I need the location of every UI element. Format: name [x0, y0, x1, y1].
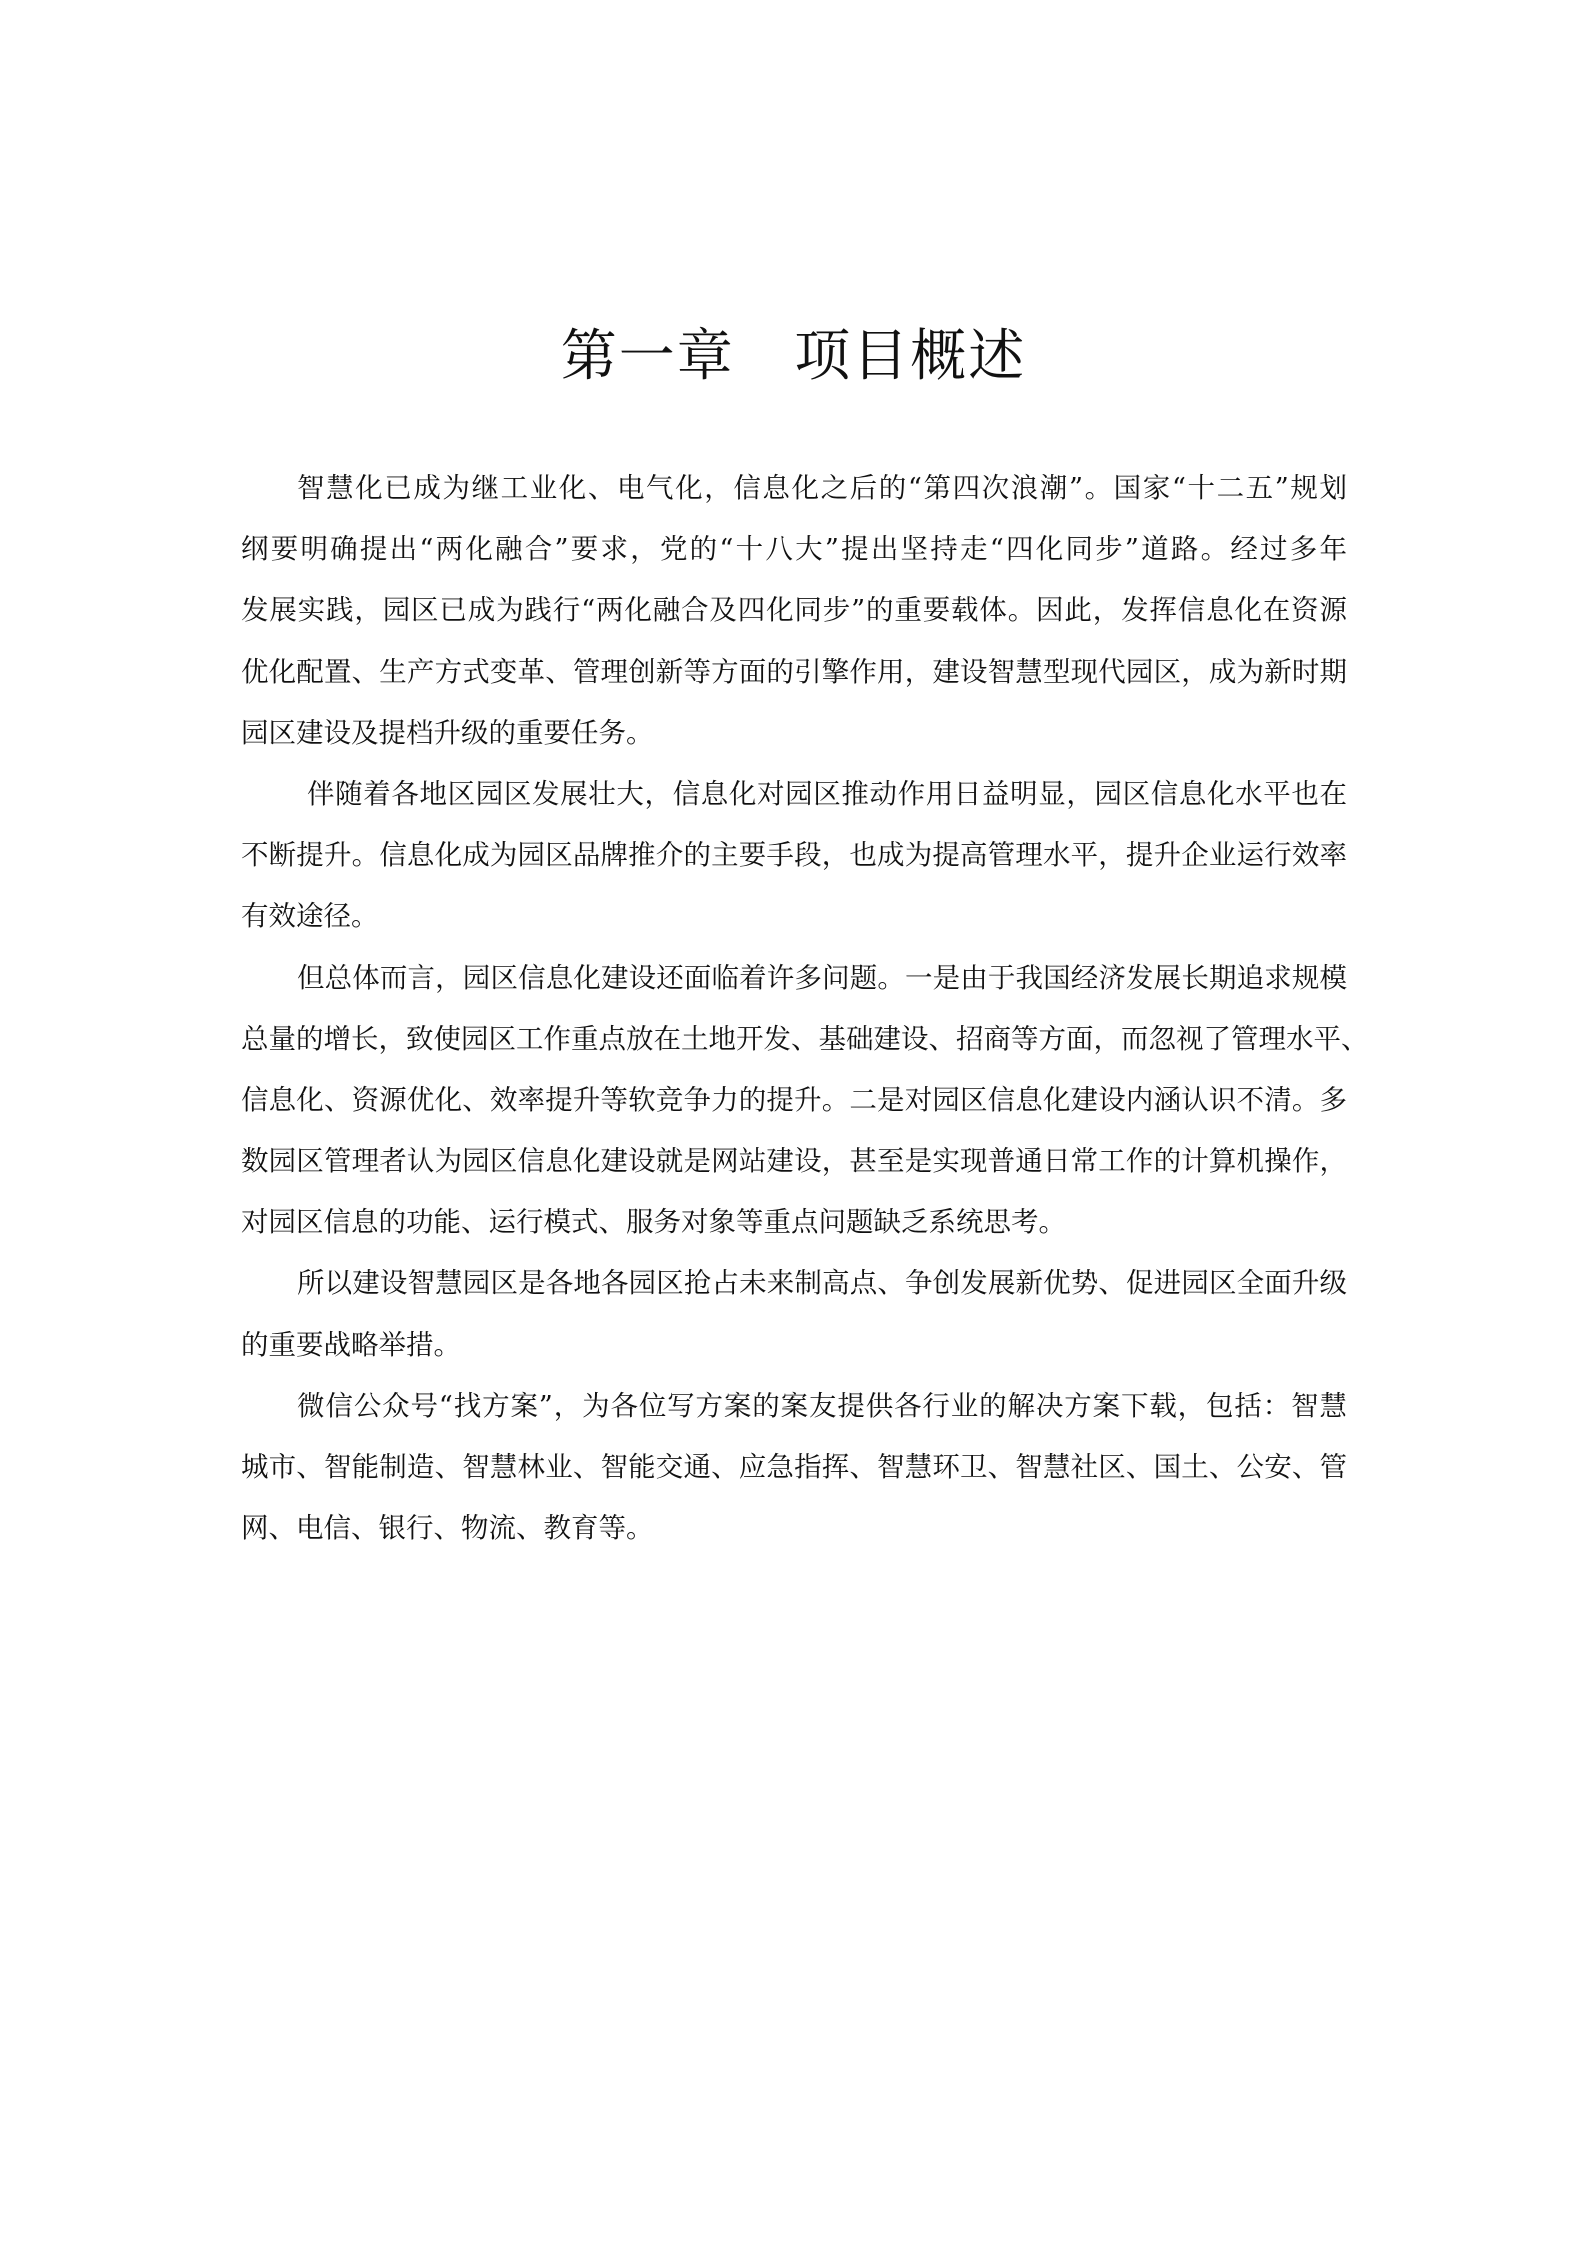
- paragraph-2: [241, 764, 1347, 948]
- paragraph-4: [241, 1253, 1347, 1375]
- text-line: 的重要战略举措。: [241, 1328, 461, 1361]
- text-line: 纲要明确提出“两化融合”要求，党的“十八大”提出坚持走“四化同步”道路。经过多年: [241, 533, 1347, 566]
- text-line: 发展实践，园区已成为践行“两化融合及四化同步”的重要载体。因此，发挥信息化在资源: [241, 594, 1347, 627]
- text-line: 伴随着各地区园区发展壮大，信息化对园区推动作用日益明显，园区信息化水平也在: [307, 777, 1347, 810]
- text-line: 数园区管理者认为园区信息化建设就是网站建设，甚至是实现普通日常工作的计算机操作，: [241, 1145, 1347, 1178]
- text-line: 城市、智能制造、智慧林业、智能交通、应急指挥、智慧环卫、智慧社区、国土、公安、管: [241, 1451, 1347, 1483]
- text-line: 智慧化已成为继工业化、电气化，信息化之后的“第四次浪潮”。国家“十二五”规划: [297, 472, 1347, 504]
- text-line: 对园区信息的功能、运行模式、服务对象等重点问题缺乏系统思考。: [241, 1206, 1066, 1239]
- text-line: 有效途径。: [241, 900, 379, 933]
- text-line: 总量的增长，致使园区工作重点放在土地开发、基础建设、招商等方面，而忽视了管理水平、: [241, 1022, 1369, 1055]
- text-line: 微信公众号“找方案”，为各位写方案的案友提供各行业的解决方案下载，包括：智慧: [297, 1389, 1347, 1422]
- text-line: 但总体而言，园区信息化建设还面临着许多问题。一是由于我国经济发展长期追求规模: [297, 961, 1347, 994]
- text-line: 所以建设智慧园区是各地各园区抢占未来制高点、争创发展新优势、促进园区全面升级: [297, 1267, 1347, 1300]
- text-line: 信息化、资源优化、效率提升等软竞争力的提升。二是对园区信息化建设内涵认识不清。多: [241, 1083, 1347, 1116]
- body-text: [241, 458, 1369, 1559]
- text-line: 优化配置、生产方式变革、管理创新等方面的引擎作用，建设智慧型现代园区，成为新时期: [241, 655, 1347, 688]
- paragraph-3: [241, 948, 1369, 1254]
- paragraph-5: [241, 1376, 1347, 1560]
- paragraph-1: [241, 458, 1347, 764]
- text-line: 网、电信、银行、物流、教育等。: [241, 1512, 654, 1545]
- chapter-title: 第一章 项目概述: [560, 324, 1027, 389]
- text-line: 不断提升。信息化成为园区品牌推介的主要手段，也成为提高管理水平，提升企业运行效率: [241, 839, 1347, 872]
- text-line: 园区建设及提档升级的重要任务。: [241, 716, 654, 749]
